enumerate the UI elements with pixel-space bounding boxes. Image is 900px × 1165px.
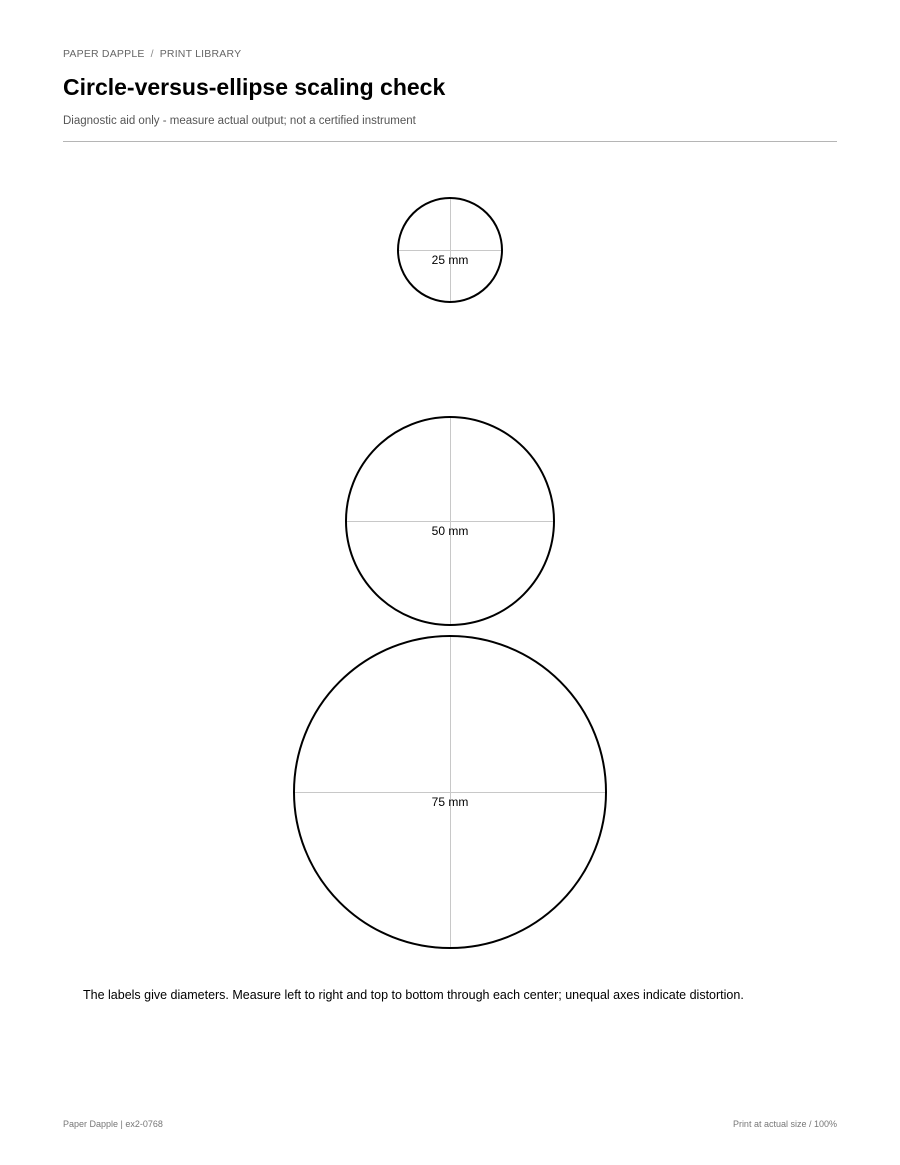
vertical-axis-line <box>450 637 451 947</box>
circle-diameter-label: 50 mm <box>431 524 469 538</box>
breadcrumb-section: PRINT LIBRARY <box>159 48 242 60</box>
circle-50mm <box>345 416 555 626</box>
breadcrumb-separator: / <box>150 48 154 60</box>
vertical-axis-line <box>450 199 451 301</box>
footer-print-note: Print at actual size / 100% <box>732 1119 837 1129</box>
circle-25mm <box>397 197 503 303</box>
circle-diameter-label: 75 mm <box>431 795 469 809</box>
measurement-instructions: The labels give diameters. Measure left to right and top to bottom through each center; unequal axes indicate distortion. <box>83 988 744 1002</box>
page-subtitle: Diagnostic aid only - measure actual output; not a certified instrument <box>63 115 416 127</box>
breadcrumb-brand: PAPER DAPPLE <box>63 48 145 60</box>
circle-diameter-label: 25 mm <box>431 253 469 267</box>
breadcrumb <box>63 48 241 60</box>
circle-75mm <box>293 635 607 949</box>
header-divider <box>63 141 837 142</box>
vertical-axis-line <box>450 418 451 624</box>
footer-document-id: Paper Dapple | ex2-0768 <box>63 1119 163 1129</box>
page-title: Circle-versus-ellipse scaling check <box>63 74 446 100</box>
